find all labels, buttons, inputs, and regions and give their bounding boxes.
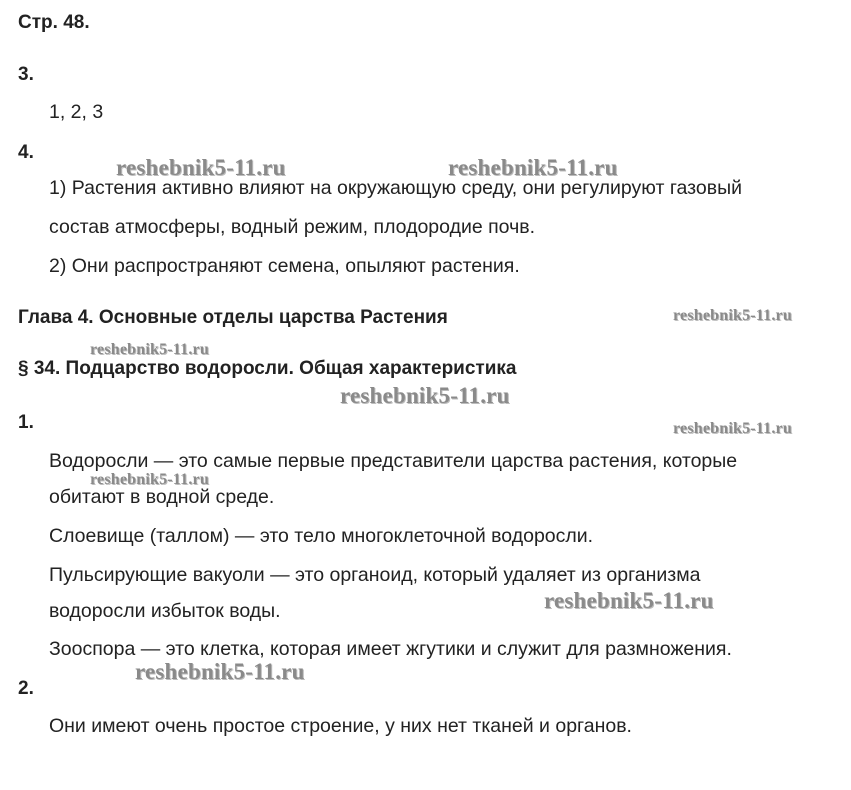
page-number-heading: Стр. 48. <box>18 12 90 33</box>
question-number: 3. <box>18 64 34 85</box>
answer-line: 1) Растения активно влияют на окружающую среду, они регулируют газовый <box>49 177 742 199</box>
watermark-logo: reshebnik5-11.ru <box>673 307 792 324</box>
watermark-logo: reshebnik5-11.ru <box>673 420 792 437</box>
answer-line: водоросли избыток воды. <box>49 600 281 622</box>
watermark-logo: reshebnik5-11.ru <box>340 383 510 408</box>
watermark-logo: reshebnik5-11.ru <box>90 341 209 358</box>
question-number: 1. <box>18 412 34 433</box>
watermark-logo: reshebnik5-11.ru <box>90 471 209 488</box>
answer-line: Зооспора — это клетка, которая имеет жгутики и служит для размножения. <box>49 638 732 660</box>
answer-line: 2) Они распространяют семена, опыляют растения. <box>49 255 520 277</box>
watermark-logo: reshebnik5-11.ru <box>544 588 714 613</box>
question-number: 2. <box>18 678 34 699</box>
watermark-logo: reshebnik5-11.ru <box>135 659 305 684</box>
answer-line: Они имеют очень простое строение, у них нет тканей и органов. <box>49 715 632 737</box>
answer-line: Пульсирующие вакуоли — это органоид, который удаляет из организма <box>49 564 701 586</box>
section-title: § 34. Подцарство водоросли. Общая характеристика <box>18 358 517 379</box>
answer-line: 1, 2, 3 <box>49 101 104 123</box>
watermark-logo: reshebnik5-11.ru <box>116 155 286 180</box>
question-number: 4. <box>18 142 34 163</box>
chapter-title: Глава 4. Основные отделы царства Растения <box>18 307 448 328</box>
answer-line: обитают в водной среде. <box>49 486 275 508</box>
watermark-logo: reshebnik5-11.ru <box>448 155 618 180</box>
answer-line: Водоросли — это самые первые представители царства растения, которые <box>49 450 738 472</box>
answer-line: состав атмосферы, водный режим, плодородие почв. <box>49 216 536 238</box>
answer-line: Слоевище (таллом) — это тело многоклеточной водоросли. <box>49 525 594 547</box>
